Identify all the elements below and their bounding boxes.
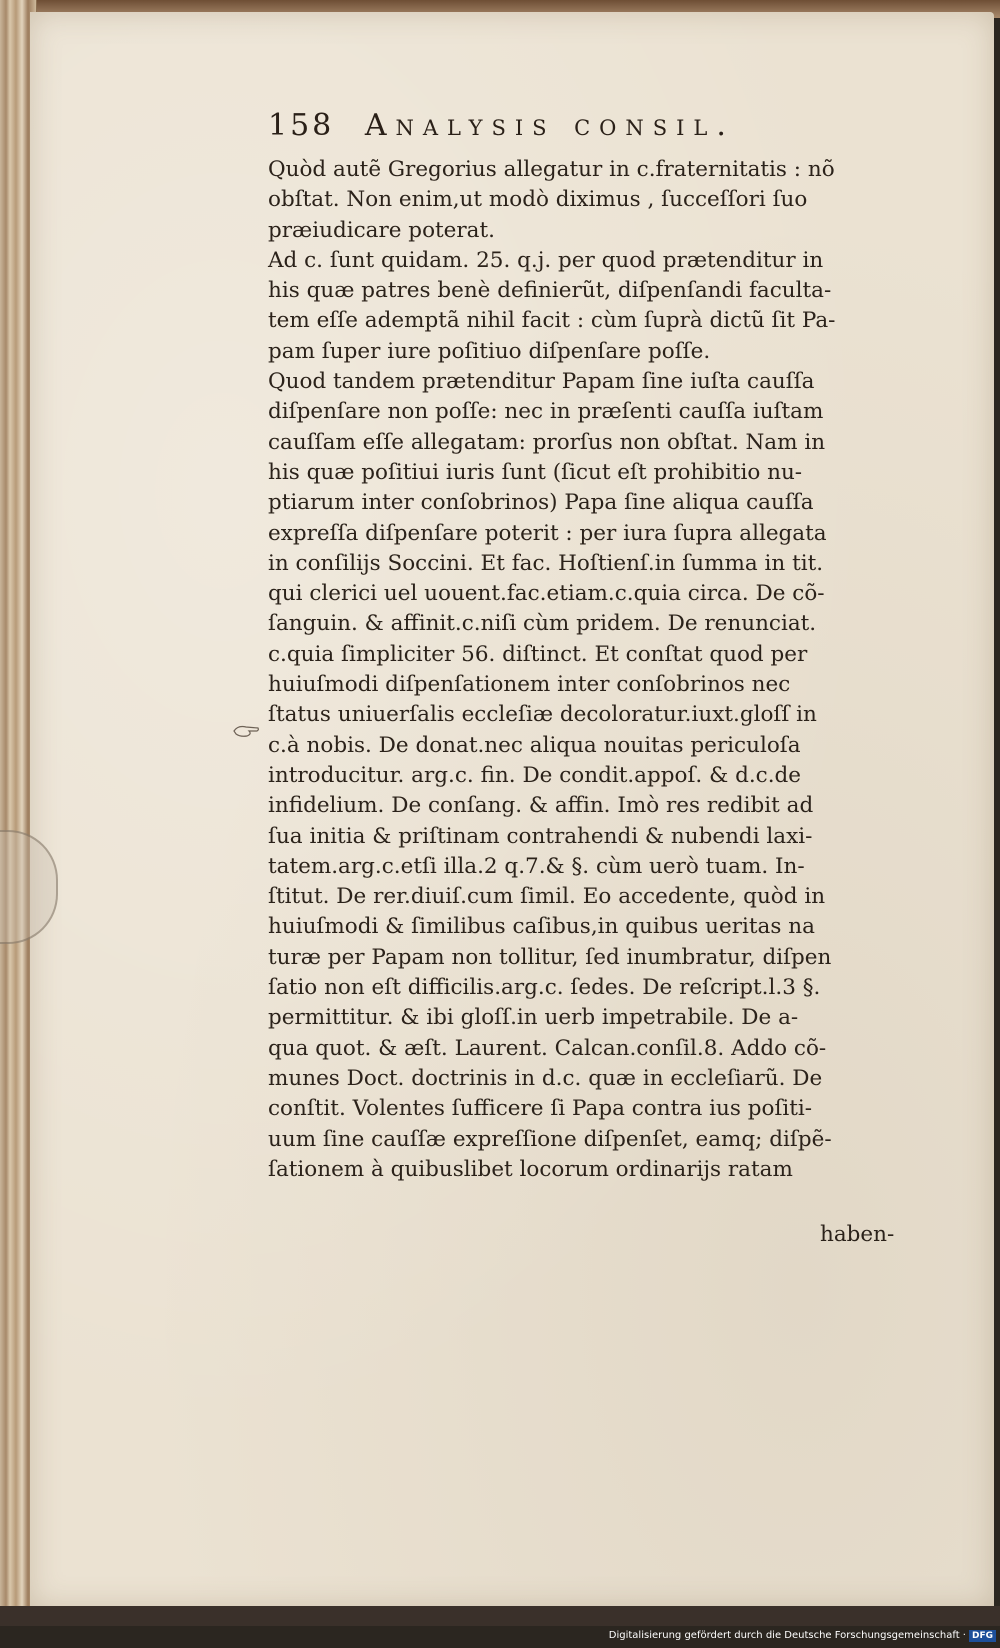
page-number: 158 [268,108,335,143]
text-line: qui clerici uel uouent.fac.etiam.c.quia circa. De cõ- [268,581,825,607]
text-line: Ad c. ſunt quidam. 25. q.j. per quod prætenditur in [268,247,824,273]
text-line: expreſſa diſpenſare poterit : per iura ſupra allegata [268,520,827,546]
catchword: haben- [820,1222,895,1247]
text-line: conſtit. Volentes ſufficere ſi Papa contra ius poſiti- [268,1096,813,1122]
text-line: permittitur. & ibi gloſſ.in uerb impetrabile. De a- [268,1005,799,1031]
dfg-logo: DFG [969,1630,996,1642]
running-title: Analysis consil. [364,108,735,143]
text-line: ſtatus uniuerſalis eccleſiæ decoloratur.iuxt.gloſſ in [268,702,817,728]
text-line: tatem.arg.c.etſi illa.2 q.7.& §. cùm uerò tuam. In- [268,853,805,879]
text-line: huiuſmodi & ſimilibus caſibus,in quibus ueritas na [268,914,815,940]
text-line: Quod tandem prætenditur Papam ſine iuſta cauſſa [268,369,815,395]
text-line: Quòd autẽ Gregorius allegatur in c.fraternitatis : nõ [268,157,835,182]
text-line: ſanguin. & affinit.c.niſi cùm pridem. De renunciat. [268,611,817,637]
text-line: ſationem à quibuslibet locorum ordinarijs ratam [268,1156,793,1182]
text-line: his quæ patres benè definierũt, diſpenſandi faculta- [268,278,832,304]
text-line: diſpenſare non poſſe: nec in præſenti cauſſa iuſtam [268,399,824,425]
text-line: turæ per Papam non tollitur, ſed inumbratur, diſpen [268,944,832,970]
text-line: obſtat. Non enim,ut modò diximus , ſucceſſori ſuo [268,187,808,213]
text-line: c.à nobis. De donat.nec aliqua nouitas periculoſa [268,732,801,758]
text-line: qua quot. & æſt. Laurent. Calcan.conſil.8. Addo cõ- [268,1035,827,1061]
running-header [268,108,735,143]
credit-text: Digitalisierung gefördert durch die Deutsche Forschungsgemeinschaft · [608,1630,966,1641]
text-line: infidelium. De conſang. & affin. Imò res redibit ad [268,793,814,819]
text-line: ptiarum inter conſobrinos) Papa ſine aliqua cauſſa [268,490,814,516]
manicule-mark-icon [232,722,260,740]
body-text [268,155,918,1185]
digitization-credit [609,1630,996,1642]
text-line: huiuſmodi diſpenſationem inter conſobrinos nec [268,672,791,698]
text-line: ſatio non eſt difficilis.arg.c. ſedes. De reſcript.l.3 §. [268,975,821,1001]
text-line: in conſilijs Soccini. Et fac. Hoſtienſ.in ſumma in tit. [268,550,824,576]
text-line: munes Doct. doctrinis in d.c. quæ in eccleſiarũ. De [268,1065,823,1091]
text-line: introducitur. arg.c. fin. De condit.appoſ. & d.c.de [268,762,802,788]
scan-bottom-band [0,1606,1000,1626]
text-line: ſtitut. De rer.diuiſ.cum ſimil. Eo accedente, quòd in [268,884,826,910]
text-line: præiudicare poterat. [268,217,495,243]
text-line: cauſſam eſſe allegatam: prorſus non obſtat. Nam in [268,429,826,455]
text-line: ſua initia & priſtinam contrahendi & nubendi laxi- [268,823,813,849]
text-line: pam ſuper iure poſitiuo diſpenſare poſſe. [268,338,711,364]
text-line: tem eſſe ademptã nihil facit : cùm ſuprà dictũ ſit Pa- [268,308,836,334]
text-line: uum ſine cauſſæ expreſſione diſpenſet, eamq; diſpẽ- [268,1126,832,1152]
text-line: c.quia ſimpliciter 56. diſtinct. Et conſtat quod per [268,641,808,667]
text-line: his quæ poſitiui iuris ſunt (ſicut eſt prohibitio nu- [268,459,803,485]
